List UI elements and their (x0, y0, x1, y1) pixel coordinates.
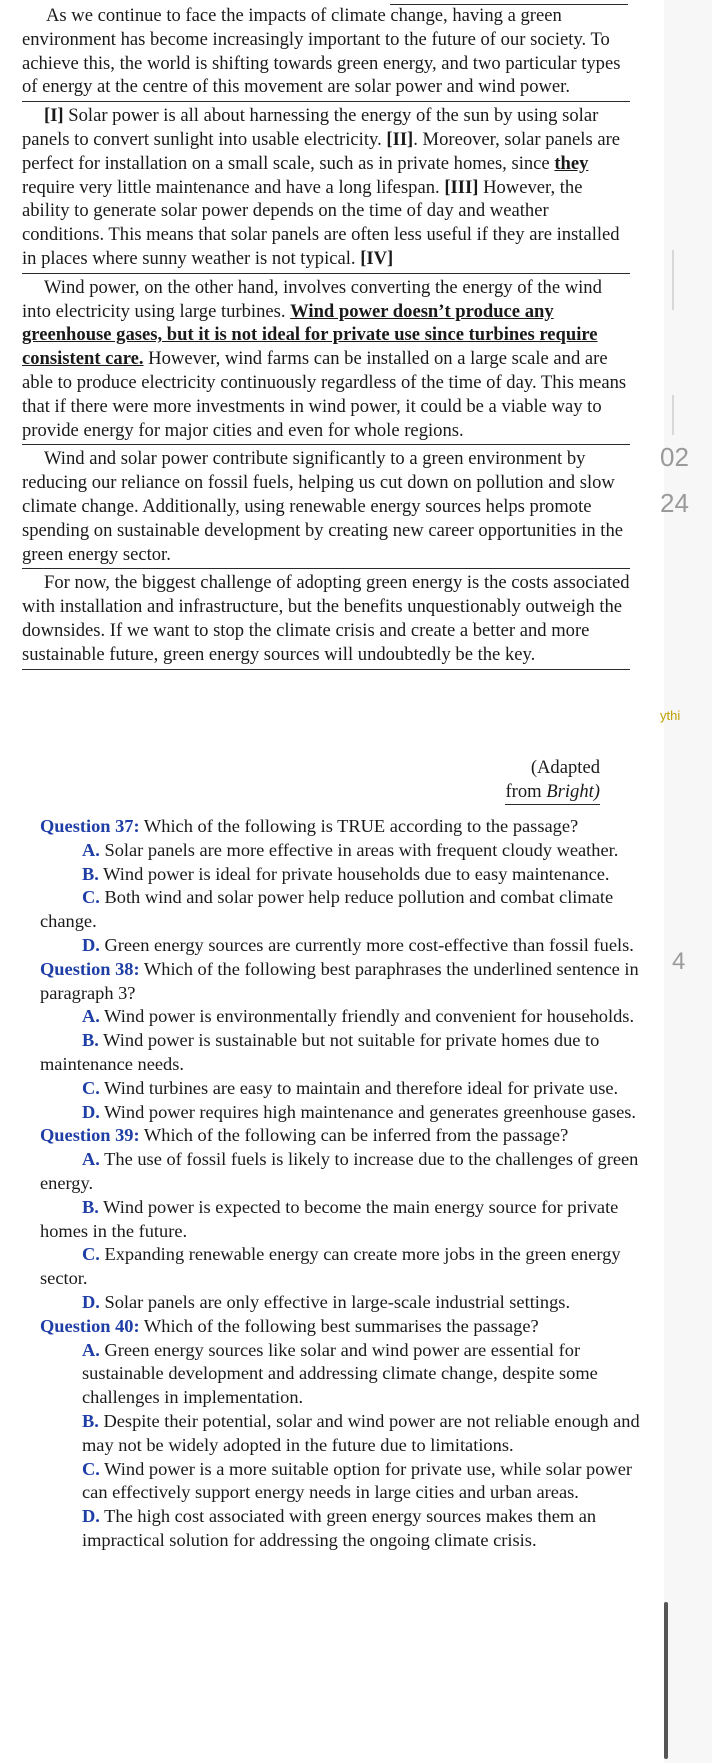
option-a[interactable]: A. The use of fossil fuels is likely to increase due to the challenges of green energy. (40, 1149, 639, 1193)
question-stem: Which of the following is TRUE according to the passage? (139, 816, 579, 836)
option-c[interactable]: C. Both wind and solar power help reduce pollution and combat climate change. (40, 887, 614, 932)
reading-passage (22, 4, 630, 672)
source-credit: from Bright) (505, 780, 600, 805)
scrollbar-thumb[interactable] (664, 1602, 668, 1759)
option-b[interactable]: B. Despite their potential, solar and wind power are not reliable enough and may not be widely adopted in the future due to limitations. (82, 1410, 640, 1455)
paragraph-text: For now, the biggest challenge of adopting green energy is the costs associated with installation and infrastructure, but the benefits unquestionably outweigh the downsides. If we want to stop the climate crisis and create a better and more sustainable future, green energy sources will undoubtedly be the key. (22, 572, 630, 665)
paragraph-marker: [IV] (360, 247, 394, 269)
option-a[interactable]: A. Green energy sources like solar and wind power are essential for sustainable development and addressing climate change, despite some challenges in implementation. (82, 1339, 598, 1408)
question-label: Question 39: (40, 1125, 140, 1146)
paragraph-marker: [II] (386, 128, 414, 150)
question-38 (40, 958, 640, 1125)
question-label: Question 38: (40, 958, 140, 979)
question-37 (40, 815, 640, 958)
paragraph-text: require very little maintenance and have a long lifespan. (22, 176, 445, 198)
question-stem: Which of the following can be inferred from the passage? (139, 1125, 569, 1146)
paragraph-text: Wind power, on the other hand, involves converting the energy of the wind into electricity using large turbines. (22, 276, 602, 322)
question-39 (40, 1124, 640, 1314)
question-label: Question 37: (40, 816, 140, 836)
source-name: Bright) (546, 780, 600, 802)
option-d[interactable]: D. Solar panels are only effective in large-scale industrial settings. (82, 1291, 571, 1312)
questions-section (40, 815, 640, 1553)
underlined-text: they (554, 152, 589, 174)
option-d[interactable]: D. Green energy sources are currently more cost-effective than fossil fuels. (82, 934, 634, 955)
paragraph-text: However, wind farms can be installed on a large scale and are able to produce electricity continuously regardless of the time of day. This means that if there were more investments in wind power, it could be a viable way to provide energy for major cities and even for whole regions. (22, 348, 627, 441)
paragraph-text: However, the ability to generate solar power depends on the time of day and weather conditions. This means that solar panels are often less useful if they are installed in places where sunny weather is not typical. (22, 176, 620, 269)
adjacent-page-fragment: 4 (672, 948, 686, 975)
paragraph-text: Wind and solar power contribute significantly to a green environment by reducing our reliance on fossil fuels, helping us cut down on pollution and slow climate change. Additionally, using renewable energy sources helps promote spending on sustainable development by creating new career opportunities in the green energy sector. (22, 448, 624, 565)
paragraph-text: Solar power is all about harnessing the energy of the sun by using solar panels to convert sunlight into usable electricity. (22, 105, 599, 150)
option-b[interactable]: B. Wind power is expected to become the main energy source for private homes in the future. (40, 1196, 619, 1241)
adjacent-page-rule (672, 395, 674, 435)
paragraph-marker: [III] (444, 176, 479, 198)
question-stem: Which of the following best paraphrases the underlined sentence in paragraph 3? (40, 958, 639, 1003)
question-40 (40, 1315, 640, 1553)
option-b[interactable]: B. Wind power is sustainable but not suitable for private homes due to maintenance needs. (40, 1030, 600, 1074)
option-c[interactable]: C. Wind power is a more suitable option for private use, while solar power can effectively support energy needs in large cities and urban areas. (82, 1458, 633, 1503)
passage-paragraph-1 (22, 4, 630, 102)
passage-paragraph-3 (22, 276, 630, 446)
question-stem: Which of the following best summarises the passage? (139, 1315, 539, 1336)
passage-source (470, 756, 600, 805)
adjacent-page-fragment: 02 (660, 442, 689, 472)
option-c[interactable]: C. Expanding renewable energy can create more jobs in the green energy sector. (40, 1244, 621, 1289)
paragraph-marker: [I] (44, 105, 64, 127)
option-d[interactable]: D. The high cost associated with green energy sources makes them an impractical solution for addressing the ongoing climate crisis. (82, 1506, 597, 1550)
option-a[interactable]: A. Wind power is environmentally friendly and convenient for households. (82, 1006, 635, 1027)
option-b[interactable]: B. Wind power is ideal for private households due to easy maintenance. (82, 863, 610, 884)
underlined-text: Wind power doesn’t produce any greenhouse gases, but it is not ideal for private use since turbines require consistent care. (22, 300, 598, 370)
passage-paragraph-2 (22, 104, 630, 274)
paragraph-text: . Moreover, solar panels are perfect for installation on a small scale, such as in private homes, since (22, 128, 621, 174)
option-d[interactable]: D. Wind power requires high maintenance and generates greenhouse gases. (82, 1101, 637, 1122)
passage-paragraph-4 (22, 447, 630, 569)
adjacent-page-fragment: ythi (660, 708, 681, 723)
paragraph-text: As we continue to face the impacts of climate change, having a green environment has become increasingly important to the future of our society. To achieve this, the world is shifting towards green energy, and two particular types of energy at the centre of this movement are solar power and wind power. (22, 5, 621, 98)
option-c[interactable]: C. Wind turbines are easy to maintain and therefore ideal for private use. (82, 1077, 619, 1098)
adjacent-page-rule (672, 250, 674, 310)
source-adapted: (Adapted (530, 757, 600, 778)
option-a[interactable]: A. Solar panels are more effective in areas with frequent cloudy weather. (82, 839, 619, 860)
question-label: Question 40: (40, 1315, 140, 1336)
passage-paragraph-5 (22, 571, 630, 669)
adjacent-page-fragment: 24 (660, 488, 689, 518)
